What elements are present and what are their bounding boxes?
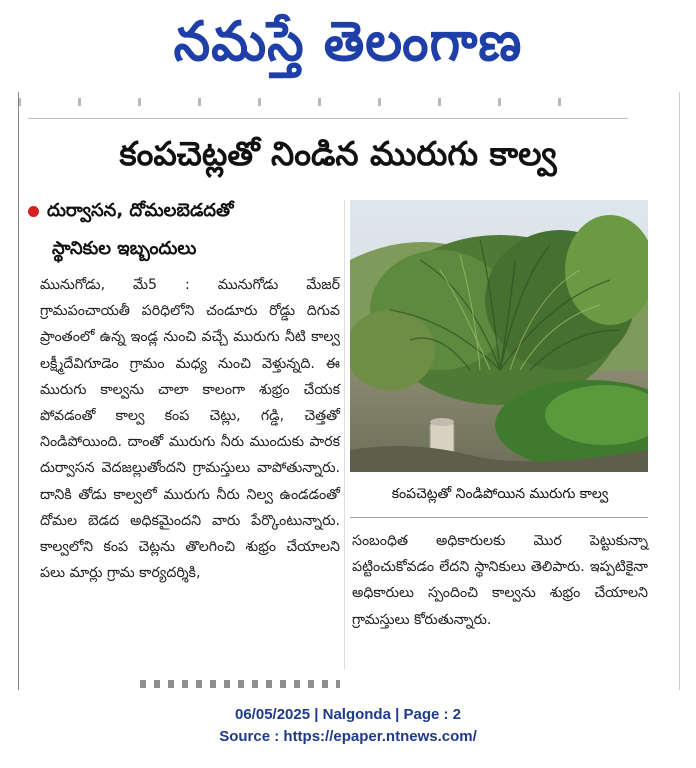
headline-divider <box>28 118 628 119</box>
source-footer <box>0 704 696 748</box>
clipping-bottom-edge <box>140 680 340 688</box>
article-headline: కంపచెట్లతో నిండిన మురుగు కాల్వ <box>119 134 557 173</box>
footer-date-edition: 06/05/2025 | Nalgonda | Page : 2 <box>235 706 461 723</box>
masthead <box>0 0 696 86</box>
article-photo <box>350 200 648 472</box>
photo-sewage-canal-with-bushes <box>350 200 648 472</box>
caption-divider <box>350 517 648 518</box>
article-body-left <box>40 272 340 586</box>
column-divider <box>344 200 345 670</box>
photo-caption: కంపచెట్లతో నిండిపోయిన మురుగు కాల్వ <box>391 486 609 502</box>
article-body-right: సంబంధిత అధికారులకు మొర పెట్టుకున్నా పట్టించుకోవడం లేదని స్థానికులు తెలిపారు. ఇప్పటికైనా అధికారులు స్పందించి కాల్వను శుభ్రం చేయాలని గ్రామస్తులు కోరుతున్నారు. <box>352 533 648 628</box>
newspaper-logo: నమస్తే తెలంగాణ <box>173 9 523 74</box>
subheadline-1-text: దుర్వాసన, దోమలబెడదతో <box>47 200 234 221</box>
left-column-paragraph: మునుగోడు, మే5 : మునుగోడు మేజర్ గ్రామపంచాయతీ పరిధిలోని చండూరు రోడ్డు దిగువ ప్రాంతంలో ఉన్న ఇండ్ల నుంచి వచ్చే మురుగు నీటి కాల్వ లక్ష్మీదేవిగూడెం గ్రామం మధ్య నుంచి వెళ్తున్నది. ఈ మురుగు కాల్వను చాలా కాలంగా శుభ్రం చేయక పోవడంతో కాల్వ కంప చెట్లు, గడ్డి, చెత్తతో నిండిపోయింది. దాంతో మురుగు నీరు ముందుకు పారక దుర్వాసన వెదజల్లుతోందని గ్రామస్తులు వాపోతున్నారు. దానికి తోడు కాల్వలో మురుగు నీరు నిల్వ ఉండడంతో దోమల బెడద అధికమైందని వారు పేర్కొంటున్నారు. కాల్వలోని కంప చెట్లను తొలగించి శుభ్రం చేయాలని పలు మార్లు గ్రామ కార్యదర్శికి, <box>40 277 340 582</box>
subheadline-1 <box>28 200 234 225</box>
clipping-top-edge <box>18 98 578 106</box>
footer-source-link[interactable]: Source : https://epaper.ntnews.com/ <box>219 728 477 745</box>
bullet-icon <box>28 206 39 217</box>
subheadline-2: స్థానికుల ఇబ్బందులు <box>52 238 197 259</box>
